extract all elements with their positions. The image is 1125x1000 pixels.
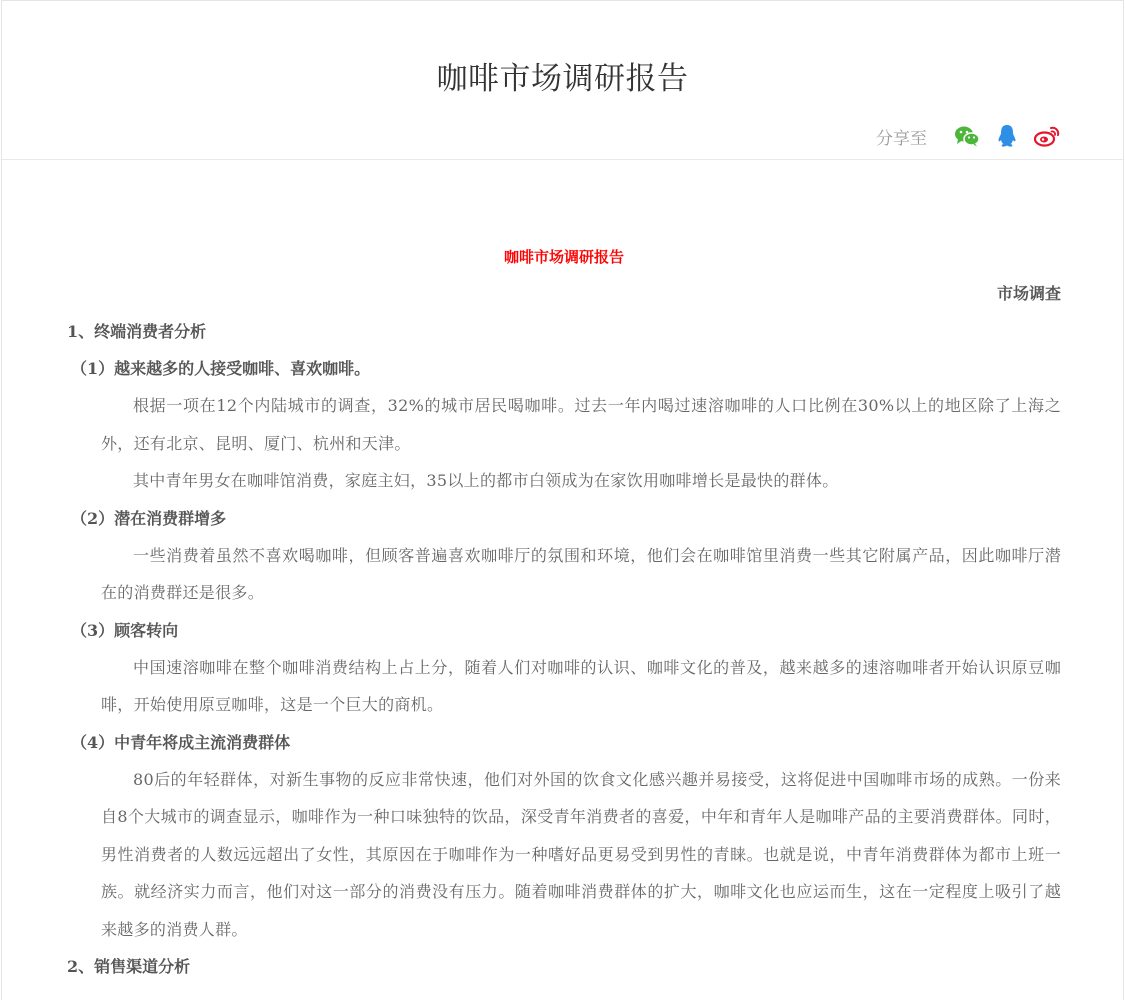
paragraph: 其中青年男女在咖啡馆消费，家庭主妇，35以上的都市白领成为在家饮用咖啡增长是最快的群体。: [133, 471, 839, 490]
subsection-heading: （2）潜在消费群增多: [71, 508, 227, 528]
paragraph: 中国速溶咖啡在整个咖啡消费结构上占上分，随着人们对咖啡的认识、咖啡文化的普及，越来越多的速溶咖啡者开始认识原豆咖啡，开始使用原豆咖啡，这是一个巨大的商机。: [101, 657, 1061, 714]
share-bar: [876, 122, 1061, 150]
paragraph: 一些消费着虽然不喜欢喝咖啡，但顾客普遍喜欢咖啡厅的氛围和环境，他们会在咖啡馆里消费一些其它附属产品，因此咖啡厅潜在的消费群还是很多。: [101, 545, 1061, 602]
document-category: 市场调查: [996, 284, 1061, 303]
wechat-icon: [954, 125, 980, 147]
subsection-heading: （3）顾客转向: [71, 620, 179, 640]
share-label: 分享至: [876, 128, 927, 149]
wechat-share-button[interactable]: [953, 122, 981, 150]
section-heading: 1、终端消费者分析: [67, 322, 207, 341]
article-body: [67, 239, 1061, 985]
qq-penguin-icon: [997, 124, 1017, 148]
qq-share-button[interactable]: [993, 122, 1021, 150]
paragraph: 根据一项在12个内陆城市的调查，32%的城市居民喝咖啡。过去一年内喝过速溶咖啡的人口比例在30%以上的地区除了上海之外，还有北京、昆明、厦门、杭州和天津。: [101, 396, 1061, 453]
page-title: 咖啡市场调研报告: [436, 61, 689, 97]
subsection-heading: （4）中青年将成主流消费群体: [71, 732, 291, 752]
weibo-share-button[interactable]: [1033, 122, 1061, 150]
article-header: [2, 1, 1123, 160]
document-title: 咖啡市场调研报告: [503, 248, 624, 266]
article-page: [1, 0, 1124, 1000]
subsection-heading: （1）越来越多的人接受咖啡、喜欢咖啡。: [71, 359, 371, 378]
paragraph: 80后的年轻群体，对新生事物的反应非常快速，他们对外国的饮食文化感兴趣并易接受，这将促进中国咖啡市场的成熟。一份来自8个大城市的调查显示，咖啡作为一种口味独特的饮品，深受青年消费者的喜爱，中年和青年人是咖啡产品的主要消费群体。同时，男性消费者的人数远远超出了女性，其原因在于咖啡作为一种嗜好品更易受到男性的青睐。也就是说，中青年消费群体为都市上班一族。就经济实力而言，他们对这一部分的消费没有压力。随着咖啡消费群体的扩大，咖啡文化也应运而生，这在一定程度上吸引了越来越多的消费人群。: [101, 769, 1061, 939]
weibo-icon: [1034, 125, 1060, 147]
section-heading: 2、销售渠道分析: [67, 957, 191, 976]
